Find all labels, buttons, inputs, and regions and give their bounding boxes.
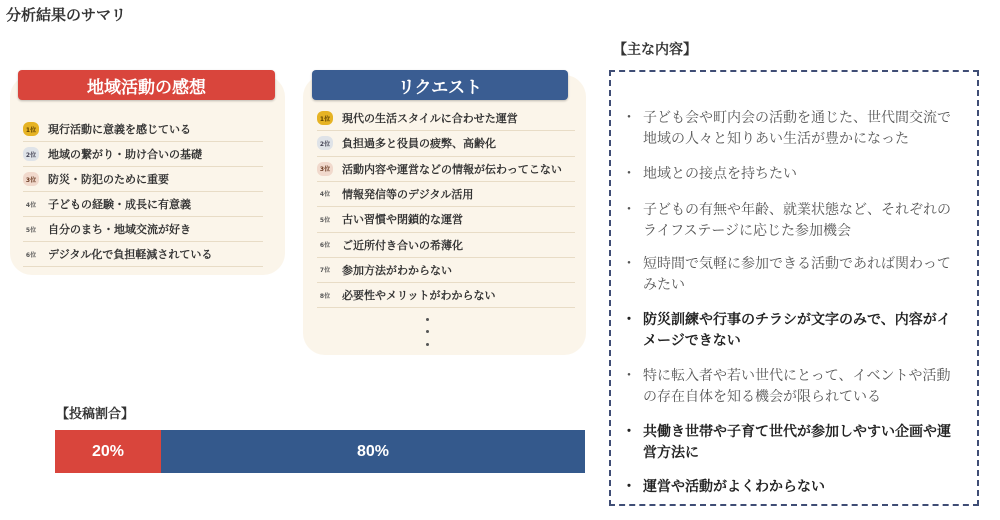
row-divider [23,166,263,167]
rank-badge: 4位 [25,201,37,209]
rank-badge: 5位 [25,226,37,234]
rank-row [317,262,575,278]
rank-badge: 2位 [23,147,39,161]
page-title: 分析結果のサマリ [6,6,127,24]
rank-badge: 6位 [319,242,331,249]
rank-badge: 7位 [319,267,331,275]
rank-text: 現行活動に意義を感じている [48,123,191,136]
crown-icon: 1位 [23,122,39,136]
row-divider [23,141,263,142]
share-bar [55,430,585,473]
row-divider [317,257,575,258]
row-divider [317,156,575,157]
row-divider [23,266,263,267]
content-item [612,164,957,185]
row-divider [317,206,575,207]
share-segment-first: 20% [55,430,161,473]
requests-header: リクエスト [312,70,568,100]
content-item [612,366,957,408]
row-divider [317,130,575,131]
rank-text: デジタル化で負担軽減されている [48,248,213,261]
row-divider [23,241,263,242]
rank-text: 負担過多と役員の疲弊、高齢化 [342,137,496,151]
ellipsis-dot [426,343,429,346]
content-item [612,254,957,296]
rank-badge: 5位 [319,216,331,224]
rank-row [317,135,575,151]
bullet-icon: ・ [622,424,636,440]
content-text: 防災訓練や行事のチラシが文字のみで、内容がイメージできない [643,312,951,349]
rank-row [23,221,263,237]
content-item [612,108,957,150]
rank-text: 古い習慣や閉鎖的な運営 [342,213,463,227]
rank-badge: 4位 [319,191,331,199]
rank-row [317,110,575,126]
rank-text: 地域の繋がり・助け合いの基礎 [48,148,202,161]
bullet-icon: ・ [622,312,636,328]
rank-row [317,161,575,177]
rank-row [23,246,263,262]
rank-row [23,171,263,187]
content-item [612,310,957,352]
row-divider [23,191,263,192]
content-text: 短時間で気軽に参加できる活動であれば関わってみたい [643,256,951,293]
rank-row [317,287,575,303]
row-divider [317,307,575,308]
rank-badge: 2位 [317,136,333,150]
rank-row [23,196,263,212]
rank-badge: 6位 [25,251,37,259]
rank-row [317,186,575,202]
bullet-icon: ・ [622,202,636,218]
rank-row [23,121,263,137]
bullet-icon: ・ [622,110,636,126]
row-divider [317,282,575,283]
rank-text: 防災・防犯のために重要 [48,173,169,186]
bullet-icon: ・ [622,368,636,384]
rank-text: 必要性やメリットがわからない [342,289,496,303]
ellipsis-dot [426,330,429,333]
rank-text: 自分のまち・地域交流が好き [48,223,191,236]
row-divider [317,181,575,182]
content-text: 運営や活動がよくわからない [643,479,825,495]
content-text: 特に転入者や若い世代にとって、イベントや活動の存在自体を知る機会が限られている [643,368,951,405]
content-text: 子ども会や町内会の活動を通じた、世代間交流で地域の人々と知りあい生活が豊かになった [643,110,951,147]
rank-text: 活動内容や運営などの情報が伝わってこない [342,162,562,176]
rank-badge: 3位 [23,172,39,186]
content-item [612,477,957,498]
rank-text: ご近所付き合いの希薄化 [342,238,463,252]
rank-text: 情報発信等のデジタル活用 [342,187,474,201]
row-divider [23,216,263,217]
rank-badge: 8位 [319,292,331,300]
share-label: 【投稿割合】 [56,407,135,422]
content-text: 共働き世帯や子育て世代が参加しやすい企画や運営方法に [643,424,951,461]
content-text: 地域との接点を持ちたい [643,166,797,182]
content-label: 【主な内容】 [613,42,697,58]
impressions-header: 地域活動の感想 [18,70,275,100]
rank-row [23,146,263,162]
rank-text: 子どもの経験・成長に有意義 [48,198,191,211]
crown-icon: 1位 [317,111,333,125]
bullet-icon: ・ [622,166,636,182]
rank-text: 参加方法がわからない [342,263,452,277]
bullet-icon: ・ [622,256,636,272]
rank-row [317,211,575,227]
row-divider [317,232,575,233]
rank-text: 現代の生活スタイルに合わせた運営 [342,112,518,125]
bullet-icon: ・ [622,479,636,495]
content-item [612,200,957,242]
ellipsis-dot [426,318,429,321]
rank-row [317,237,575,253]
share-segment-second: 80% [161,430,585,473]
rank-badge: 3位 [317,162,333,176]
content-text: 子どもの有無や年齢、就業状態など、それぞれのライフステージに応じた参加機会 [643,202,951,239]
content-item [612,422,957,464]
